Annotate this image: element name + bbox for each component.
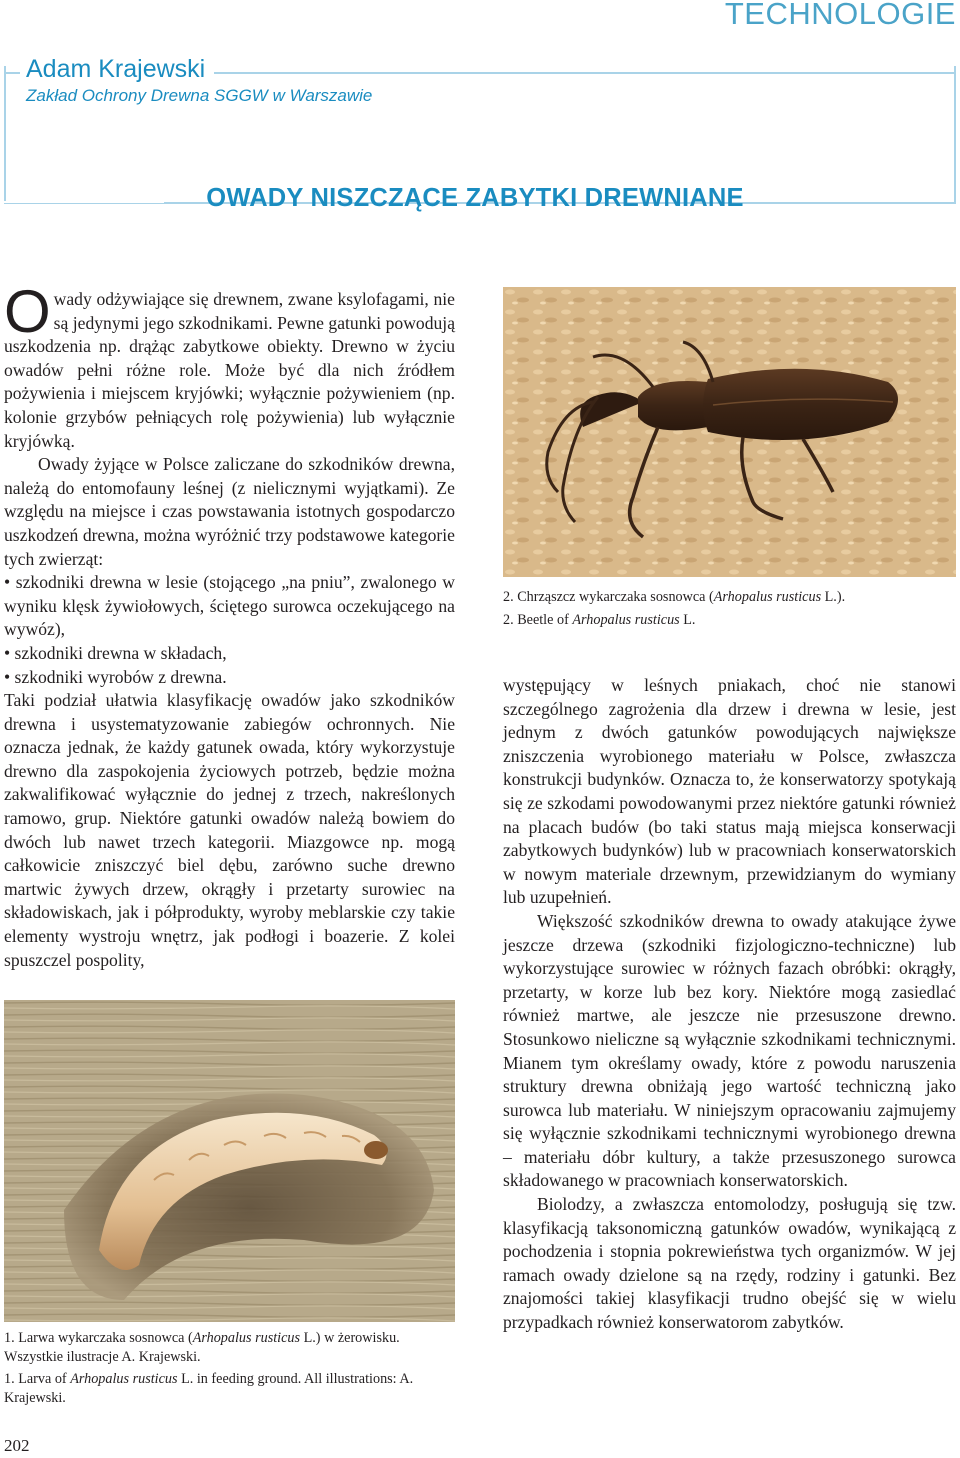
- left-column: [4, 278, 455, 972]
- bullet-item-products: • szkodniki wyrobów z drewna.: [4, 666, 227, 687]
- paragraph-2: Owady żyjące w Polsce zaliczane do szkodników drewna, należą do entomofauny leśnej (z nielicznymi wyjątkami). Ze względu na miejsce i czas powstawania istotnych gospodarczo uszkodzeń drewna, można wyróżnić trzy podstawowe kategorie tych zwierząt:: [4, 454, 455, 569]
- frame-top-line-left: [4, 72, 20, 74]
- intro-paragraph: [4, 278, 455, 453]
- beetle-photo: [503, 287, 956, 577]
- drop-cap: O: [4, 278, 51, 345]
- paragraph-3: Taki podział ułatwia klasyfikację owadów jako szkodników drewna i usystematyzowanie zabiegów ochronnych. Nie oznacza jednak, że każdy gatunek owada, który wykorzystuje drewno dla zaspokojenia życiowych potrzeb, będzie można zakwalifikować wyłącznie do jednej z trzech, nakreślonych ramowo, grup. Niektóre gatunki owadów należą bowiem do dwóch lub nawet trzech kategorii. Miazgowce np. mogą całkowicie zniszczyć biel dębu, zarówno suche drewno martwic żywych drzew, okrągły i przetarty surowiec na składowiskach, jak i półprodukty, wyroby meblarskie czy takie elementy wystroju wnętrz, jak podłogi i boazerie. Z kolei spuszczel pospolity,: [4, 690, 455, 970]
- author-affiliation: Zakład Ochrony Drewna SGGW w Warszawie: [26, 86, 373, 105]
- frame-top-line-right: [214, 72, 956, 74]
- right-paragraph-1: występujący w leśnych pniakach, choć nie stanowi szczególnego zagrożenia dla drzew i drewna w lesie, jest jednym z dwóch gatunków powodujących największe zniszczenia wyrobionego materiału w Polsce, zwłaszcza konstrukcji budynków. Oznacza to, że konserwatorzy spotykają się ze szkodami powodowanymi przez niektóre gatunki również na placach budów (bo taki status mają miejsca konserwacji zabytkowych budynków) lub w pracowniach konserwatorskich w nowym materiale drzewnym, przewidzianym do wymiany lub uzupełnień.: [503, 675, 956, 908]
- author-name: Adam Krajewski: [26, 55, 206, 83]
- article-title: OWADY NISZCZĄCE ZABYTKI DREWNIANE: [206, 184, 744, 212]
- larva-image: [4, 1000, 455, 1322]
- section-label: TECHNOLOGIE: [724, 0, 956, 31]
- right-column: [503, 674, 956, 1335]
- right-paragraph-3: Biolodzy, a zwłaszcza entomolodzy, posługują się tzw. klasyfikacją taksonomiczną gatunków owadów, wynikającą z pochodzenia i stopnia pokrewieństwa tych organizmów. W jej ramach owady dzielone są na rzędy, rodziny i gatunki. Bez znajomości takiej klasyfikacji trudno obejść się w wielu przypadkach również konserwatorom zabytków.: [503, 1194, 956, 1333]
- bullet-item-storage: • szkodniki drewna w składach,: [4, 642, 227, 663]
- figure2-caption-en: 2. Beetle of Arhopalus rusticus L.: [503, 611, 696, 628]
- figure1-caption: [4, 1329, 455, 1407]
- beetle-image: [503, 287, 956, 577]
- bullet-item-forest: • szkodniki drewna w lesie (stojącego „na pniu”, zwalonego w wyniku klęsk żywiołowych, ściętego surowca oczekującego na wywóz),: [4, 572, 455, 640]
- figure1-caption-en: 1. Larva of Arhopalus rusticus L. in feeding ground. All illustrations: A. Krajewski.: [4, 1371, 414, 1406]
- right-paragraph-2: Większość szkodników drewna to owady atakujące żywe jeszcze drzewa (szkodniki fizjologiczno-techniczne) lub wykorzystujące surowiec w różnych fazach obróbki: okrągły, przetarty, w korze lub bez kory. Niektóre mogą zasiedlać również martwe, ale jeszcze nie przesuszone drewno. Stosunkowo nieliczne są wyłącznie szkodnikami technicznymi. Mianem tym określamy owady, które z powodu naruszenia struktury drewna obniżają jego wartość techniczną jako surowca lub materiału. W niniejszym opracowaniu zajmujemy się wyłącznie szkodnikami technicznymi wyrobionego drewna – materiału dóbr kultury, a także przesuszonego surowca składowanego w pracowniach konserwatorskich.: [503, 910, 956, 1191]
- page-number: 202: [4, 1436, 30, 1455]
- larva-photo: [4, 1000, 455, 1322]
- figure1-caption-pl: 1. Larwa wykarczaka sosnowca (Arhopalus rusticus L.) w żerowisku. Wszystkie ilustracje A. Krajewski.: [4, 1330, 400, 1365]
- title-line-left: [4, 201, 164, 203]
- figure2-caption-pl: 2. Chrząszcz wykarczaka sosnowca (Arhopalus rusticus L.).: [503, 589, 846, 605]
- figure2-caption: [503, 588, 956, 629]
- intro-text: wady odżywiające się drewnem, zwane ksylofagami, nie są jedynymi jego szkodnikami. Pewne gatunki powodują uszkodzenia np. drążąc zabytkowe obiekty. Drewno w życiu owadów pełni różne role. Może być dla nich źródłem pożywienia i miejscem kryjówki; wyłącznie pożywieniem (np. kolonie grzybów pełniących rolę pożywienia) lub wyłącznie kryjówką.: [4, 289, 455, 451]
